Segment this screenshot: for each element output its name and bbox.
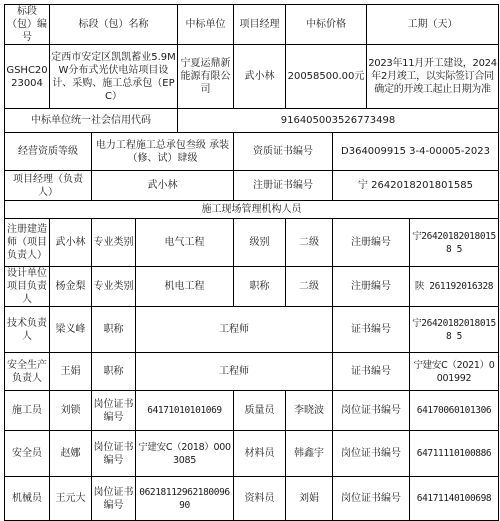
staff-name: 王元大 [50, 477, 92, 521]
bid-period: 2023年11月开工建设，2024年2月竣工，以实际签订合同确定的开竣工起止日期为准 [367, 45, 499, 109]
reg-builder-cat-value: 电气工程 [136, 219, 234, 267]
reg-builder-row [5, 219, 499, 267]
qualification-row [5, 133, 499, 171]
safety-lead-row [5, 353, 499, 391]
pm-row [5, 171, 499, 201]
staff-cert-label: 岗位证书编号 [333, 431, 410, 477]
credit-row [5, 109, 499, 133]
staff-cert-number: 64711110100886 [410, 431, 499, 477]
staff-cert-number: 64171140100698 [410, 477, 499, 521]
staff-row [5, 431, 499, 477]
reg-builder-name: 武小林 [50, 219, 92, 267]
bid-code: GSHC2023004 [5, 45, 50, 109]
pm-cert-value: 宁 2642018201801585 [333, 171, 499, 201]
staff-cert-number: 64170060101306 [410, 391, 499, 431]
staff-cert-number: 64171010101069 [136, 391, 234, 431]
staff-role: 机械员 [5, 477, 50, 521]
header-period: 工期（天） [367, 5, 499, 45]
pm-label: 项目经理（负责人） [5, 171, 92, 201]
staff-row [5, 477, 499, 521]
staff-cert-label: 岗位证书编号 [92, 391, 136, 431]
tech-lead-row [5, 307, 499, 353]
header-row [5, 5, 499, 45]
bid-info-table [4, 4, 499, 521]
staff-row [5, 391, 499, 431]
design-lead-title-value: 二级 [286, 267, 333, 307]
bid-manager: 武小林 [234, 45, 286, 109]
staff-name: 李晓波 [286, 391, 333, 431]
reg-builder-level-label: 级别 [234, 219, 286, 267]
header-bid-name: 标段（包）名称 [50, 5, 178, 45]
tech-lead-title-value: 工程师 [136, 307, 333, 353]
qualification-value: 电力工程施工总承包叁级 承装（修、试）肆级 [92, 133, 234, 171]
design-lead-title-label: 职称 [234, 267, 286, 307]
bid-winner: 宁夏运鼎新能源有限公司 [178, 45, 234, 109]
design-lead-cat-value: 机电工程 [136, 267, 234, 307]
reg-builder-reg-label: 注册编号 [333, 219, 410, 267]
tech-lead-label: 技术负责人 [5, 307, 50, 353]
staff-cert-label: 岗位证书编号 [333, 477, 410, 521]
reg-builder-label: 注册建造师（项目负责人） [5, 219, 50, 267]
credit-label: 中标单位统一社会信用代码 [5, 109, 178, 133]
design-lead-cat-label: 专业类别 [92, 267, 136, 307]
safety-lead-title-value: 工程师 [136, 353, 333, 391]
safety-lead-cert-label: 证书编号 [333, 353, 410, 391]
bid-price: 20058500.00元 [286, 45, 367, 109]
design-lead-reg-value: 陕 261192016328 [410, 267, 499, 307]
staff-role: 质量员 [234, 391, 286, 431]
header-winner: 中标单位 [178, 5, 234, 45]
staff-cert-label: 岗位证书编号 [92, 431, 136, 477]
tech-lead-cert-label: 证书编号 [333, 307, 410, 353]
staff-role: 安全员 [5, 431, 50, 477]
design-lead-name: 杨金梨 [50, 267, 92, 307]
header-bid-code: 标段（包）编号 [5, 5, 50, 45]
staff-name: 刘锁 [50, 391, 92, 431]
bid-row [5, 45, 499, 109]
design-lead-reg-label: 注册编号 [333, 267, 410, 307]
section-title: 施工现场管理机构人员 [5, 201, 499, 219]
tech-lead-name: 梁义峰 [50, 307, 92, 353]
safety-lead-cert-value: 宁建安C（2021）0001992 [410, 353, 499, 391]
staff-role: 材料员 [234, 431, 286, 477]
staff-role: 资料员 [234, 477, 286, 521]
bid-name: 定西市安定区凯凯蓄业5.9MW分布式光伏电站项目设计、采购、施工总承包（EPC） [50, 45, 178, 109]
pm-cert-label: 注册证书编号 [234, 171, 333, 201]
staff-name: 韩鑫宇 [286, 431, 333, 477]
tech-lead-title-label: 职称 [92, 307, 136, 353]
header-manager: 项目经理 [234, 5, 286, 45]
design-lead-row [5, 267, 499, 307]
staff-cert-number: 0621811296218009690 [136, 477, 234, 521]
safety-lead-title-label: 职称 [92, 353, 136, 391]
tech-lead-cert-value: 宁264201820180158 5 [410, 307, 499, 353]
qualification-cert-value: D364009915 3-4-00005-2023 [333, 133, 499, 171]
safety-lead-label: 安全生产负责人 [5, 353, 50, 391]
header-price: 中标价格 [286, 5, 367, 45]
qualification-cert-label: 资质证书编号 [234, 133, 333, 171]
qualification-label: 经营资质等级 [5, 133, 92, 171]
bid-result-sheet [4, 4, 499, 521]
staff-role: 施工员 [5, 391, 50, 431]
staff-name: 刘娟 [286, 477, 333, 521]
staff-name: 赵娜 [50, 431, 92, 477]
pm-name: 武小林 [92, 171, 234, 201]
credit-value: 916405003526773498 [178, 109, 499, 133]
staff-cert-number: 宁建安C（2018）0003085 [136, 431, 234, 477]
staff-cert-label: 岗位证书编号 [92, 477, 136, 521]
section-title-row [5, 201, 499, 219]
design-lead-label: 设计单位项目负责人 [5, 267, 50, 307]
staff-cert-label: 岗位证书编号 [333, 391, 410, 431]
reg-builder-reg-value: 宁264201820180158 5 [410, 219, 499, 267]
safety-lead-name: 王娟 [50, 353, 92, 391]
reg-builder-cat-label: 专业类别 [92, 219, 136, 267]
reg-builder-level-value: 二级 [286, 219, 333, 267]
